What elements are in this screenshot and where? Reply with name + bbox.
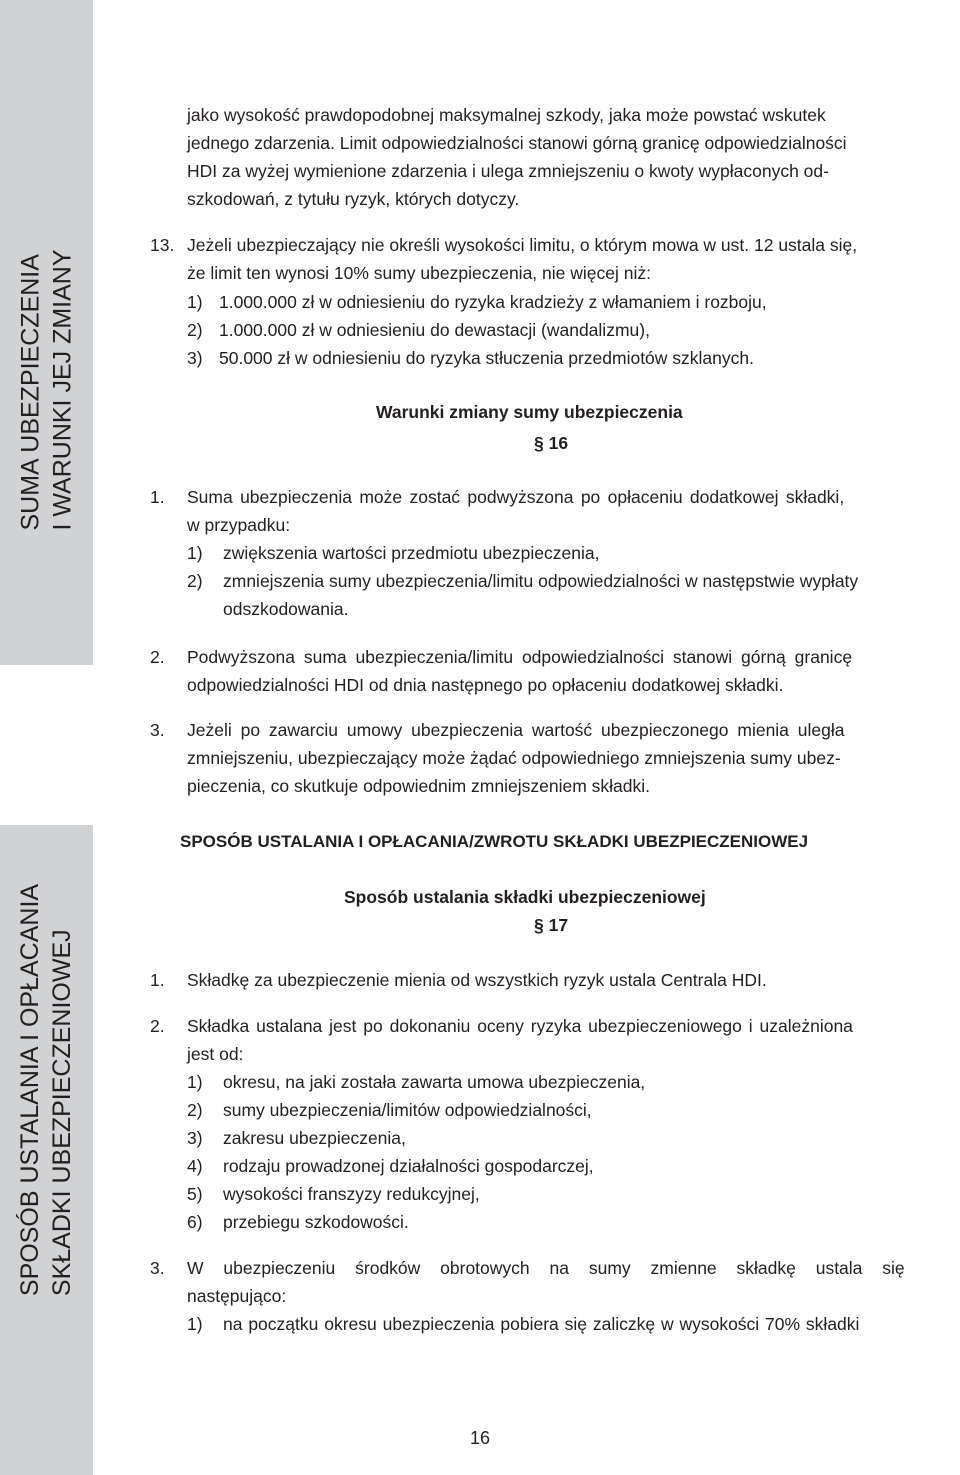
list-item: wysokości franszyzy redukcyjnej, [223, 1184, 480, 1204]
list-item: zwiększenia wartości przedmiotu ubezpieczenia, [223, 543, 600, 563]
item-text: Suma ubezpieczenia może zostać podwyższona po opłaceniu dodatkowej składki, [187, 487, 845, 507]
item-number: 2. [150, 1016, 165, 1036]
section-heading: Sposób ustalania składki ubezpieczeniowej [344, 887, 706, 907]
list-number: 2) [187, 320, 203, 340]
item-number: 1. [150, 487, 165, 507]
list-number: 1) [187, 292, 203, 312]
section-heading: Warunki zmiany sumy ubezpieczenia [376, 402, 683, 422]
sidebar-label-sum [0, 225, 93, 555]
item-text: Składka ustalana jest po dokonaniu oceny ryzyka ubezpieczeniowego i uzależniona [187, 1016, 853, 1036]
list-item: na początku okresu ubezpieczenia pobiera się zaliczkę w wysokości 70% składki [223, 1314, 860, 1334]
list-number: 5) [187, 1184, 203, 1204]
item-number: 1. [150, 970, 165, 990]
intro-line: jako wysokość prawdopodobnej maksymalnej szkody, jaka może powstać wskutek [187, 105, 826, 125]
list-item: odszkodowania. [223, 599, 349, 619]
item-text: jest od: [187, 1044, 244, 1064]
sidebar-label-line: I WARUNKI JEJ ZMIANY [48, 249, 77, 531]
intro-line: HDI za wyżej wymienione zdarzenia i ulega zmniejszeniu o kwoty wypłaconych od- [187, 161, 829, 181]
list-item: rodzaju prowadzonej działalności gospodarczej, [223, 1156, 594, 1176]
list-number: 1) [187, 1072, 203, 1092]
list-number: 1) [187, 543, 203, 563]
intro-line: jednego zdarzenia. Limit odpowiedzialności stanowi górną granicę odpowiedzialności [187, 133, 847, 153]
list-number: 2) [187, 1100, 203, 1120]
item-text: że limit ten wynosi 10% sumy ubezpieczenia, nie więcej niż: [187, 263, 651, 283]
list-item: okresu, na jaki została zawarta umowa ubezpieczenia, [223, 1072, 646, 1092]
item-text: Jeżeli ubezpieczający nie określi wysokości limitu, o którym mowa w ust. 12 ustala się, [187, 235, 858, 255]
item-text: Składkę za ubezpieczenie mienia od wszystkich ryzyk ustala Centrala HDI. [187, 970, 767, 990]
item-text: odpowiedzialności HDI od dnia następnego po opłaceniu dodatkowej składki. [187, 675, 784, 695]
sidebar-divider [0, 665, 93, 825]
list-item: 1.000.000 zł w odniesieniu do dewastacji (wandalizmu), [219, 320, 650, 340]
paragraph-number: § 16 [534, 433, 569, 453]
list-number: 1) [187, 1314, 203, 1334]
item-text: zmniejszeniu, ubezpieczający może żądać odpowiedniego zmniejszenia sumy ubez- [187, 748, 841, 768]
list-number: 2) [187, 571, 203, 591]
sidebar-label-premium [0, 845, 93, 1335]
list-item: 1.000.000 zł w odniesieniu do ryzyka kradzieży z włamaniem i rozboju, [219, 292, 767, 312]
item-text: W ubezpieczeniu środków obrotowych na sumy zmienne składkę ustala się [187, 1258, 905, 1278]
item-text: pieczenia, co skutkuje odpowiednim zmniejszeniem składki. [187, 776, 650, 796]
page-number: 16 [469, 1428, 491, 1448]
list-item: sumy ubezpieczenia/limitów odpowiedzialności, [223, 1100, 592, 1120]
item-text: Podwyższona suma ubezpieczenia/limitu odpowiedzialności stanowi górną granicę [187, 647, 853, 667]
list-number: 6) [187, 1212, 203, 1232]
list-number: 3) [187, 348, 203, 368]
item-text: w przypadku: [187, 515, 291, 535]
intro-line: szkodowań, z tytułu ryzyk, których dotyczy. [187, 189, 520, 209]
list-item: zmniejszenia sumy ubezpieczenia/limitu odpowiedzialności w następstwie wypłaty [223, 571, 859, 591]
main-heading: SPOSÓB USTALANIA I OPŁACANIA/ZWROTU SKŁADKI UBEZPIECZENIOWEJ [180, 832, 809, 851]
list-item: 50.000 zł w odniesieniu do ryzyka stłuczenia przedmiotów szklanych. [219, 348, 754, 368]
item-number: 3. [150, 1258, 165, 1278]
sidebar-label-line: SKŁADKI UBEZPIECZENIOWEJ [48, 929, 77, 1297]
list-number: 4) [187, 1156, 203, 1176]
sidebar-label-line: SPOSÓB USTALANIA I OPŁACANIA [16, 883, 45, 1297]
sidebar-label-line: SUMA UBEZPIECZENIA [16, 254, 45, 531]
list-number: 3) [187, 1128, 203, 1148]
item-number: 3. [150, 720, 165, 740]
item-text: Jeżeli po zawarciu umowy ubezpieczenia wartość ubezpieczonego mienia uległa [187, 720, 845, 740]
item-text: następująco: [187, 1286, 287, 1306]
item-number: 13. [150, 235, 175, 255]
item-number: 2. [150, 647, 165, 667]
list-item: przebiegu szkodowości. [223, 1212, 409, 1232]
list-item: zakresu ubezpieczenia, [223, 1128, 406, 1148]
paragraph-number: § 17 [534, 915, 569, 935]
